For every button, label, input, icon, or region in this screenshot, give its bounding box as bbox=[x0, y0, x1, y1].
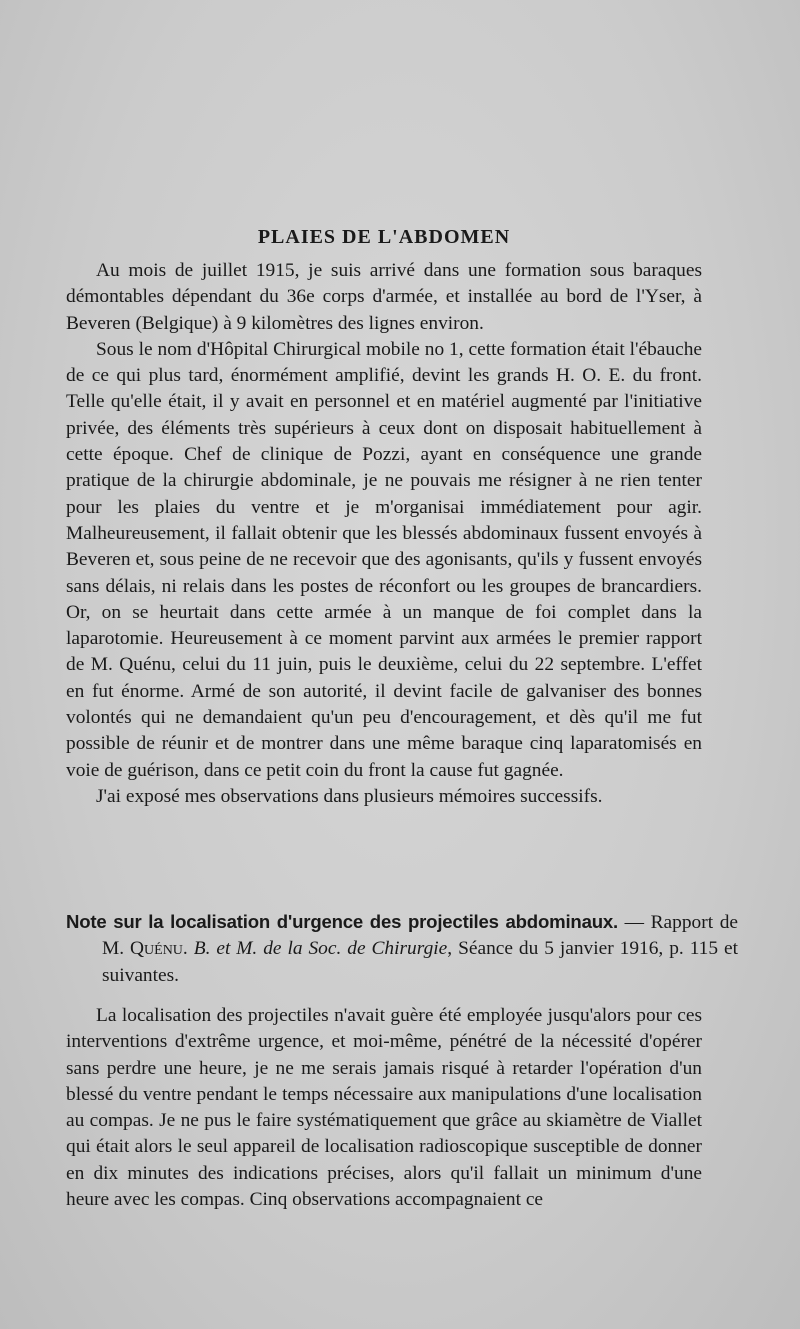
note-dash: — Rapport de M. bbox=[102, 912, 738, 960]
body-paragraph: La localisation des projectiles n'avait guère été employée jusqu'alors pour ces interventions d'extrême urgence, et moi-même, pénétré de la nécessité d'opérer sans perdre une heure, je ne me serais jamais risqué à retarder l'opération d'un blessé du ventre pendant le temps nécessaire aux manipulations d'une localisation au compas. Je ne pus le faire systématiquement que grâce au skiamètre de Viallet qui était alors le seul appareil de localisation radioscopique susceptible de donner en dix minutes des indications précises, alors qu'il fallait un minimum d'une heure avec les compas. Cinq observations accompagnaient ce bbox=[66, 1005, 702, 1211]
note-separator: . bbox=[182, 938, 194, 960]
note-author: Quénu bbox=[130, 938, 183, 960]
note-journal: B. et M. de la Soc. de Chirurgie bbox=[193, 938, 448, 960]
intro-paragraph-2: Sous le nom d'Hôpital Chirurgical mobile no 1, cette formation était l'ébauche de ce qui plus tard, énormément amplifié, devint les grands H. O. E. du front. Telle qu'elle était, il y avait en personnel et en matériel augmenté par l'initiative privée, des éléments très supérieurs à ceux dont on disposait habituellement à cette époque. Chef de clinique de Pozzi, ayant en conséquence une grande pratique de la chirurgie abdominale, je ne pouvais me résigner à ne rien tenter pour les plaies du ventre et je m'organisai immédiatement pour agir. Malheureusement, il fallait obtenir que les blessés abdominaux fussent envoyés à Beveren et, sous peine de ne recevoir que des agonisants, qu'ils y fussent envoyés sans délais, ni relais dans les postes de réconfort ou les groupes de brancardiers. Or, on se heurtait dans cette armée à un manque de foi complet dans la laparotomie. Heureusement à ce moment parvint aux armées le premier rapport de M. Quénu, celui du 11 juin, puis le deuxième, celui du 22 septembre. L'effet en fut énorme. Armé de son autorité, il devint facile de galvaniser des bonnes volontés qui ne demandaient qu'un peu d'encouragement, et dès qu'il me fut possible de réunir et de montrer dans une même baraque cinq laparatomisés en voie de guérison, dans ce petit coin du front la cause fut gagnée. bbox=[66, 338, 702, 781]
note-heading bbox=[66, 909, 738, 989]
body-text bbox=[66, 1003, 702, 1213]
note-title: Note sur la localisation d'urgence des projectiles abdominaux. bbox=[66, 911, 618, 932]
intro-paragraph-3: J'ai exposé mes observations dans plusieurs mémoires successifs. bbox=[96, 785, 603, 807]
note-reference: , Séance du 5 janvier 1916, p. 115 et suivantes. bbox=[102, 938, 738, 986]
section-title: PLAIES DE L'ABDOMEN bbox=[257, 226, 511, 248]
intro-paragraph-1: Au mois de juillet 1915, je suis arrivé dans une formation sous baraques démontables dépendant du 36e corps d'armée, et installée au bord de l'Yser, à Beveren (Belgique) à 9 kilomètres des lignes environ. bbox=[66, 260, 702, 334]
intro-text bbox=[66, 258, 702, 810]
